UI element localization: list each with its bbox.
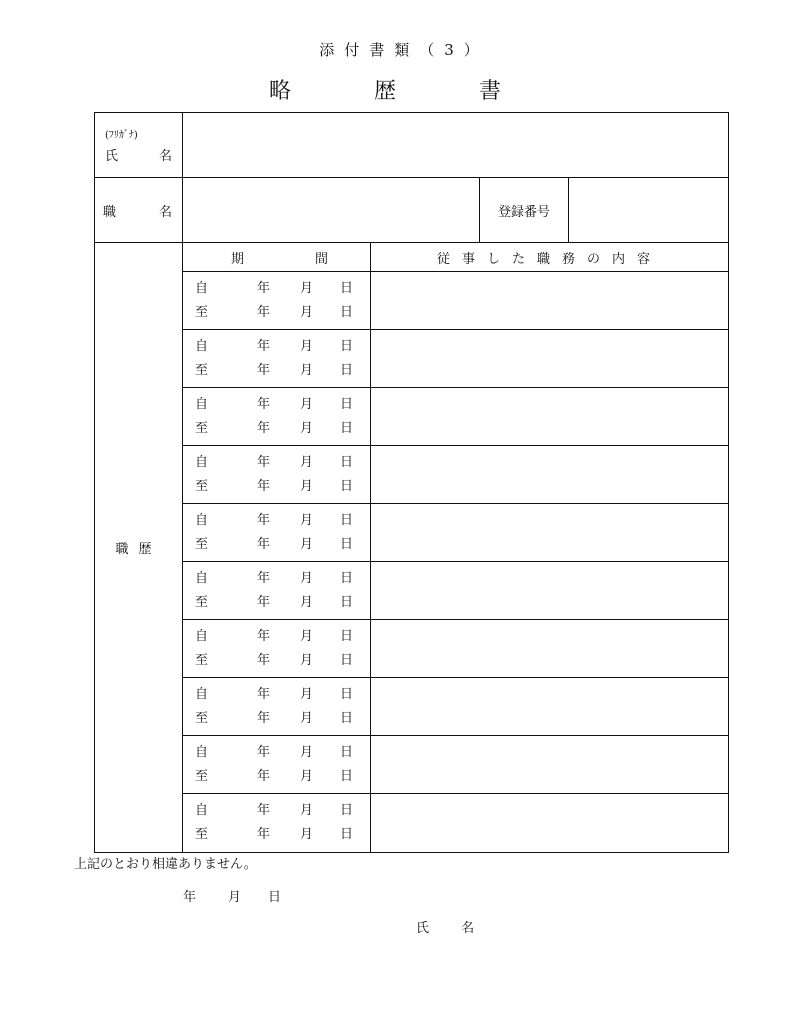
year-label: 年	[257, 768, 271, 784]
month-label: 月	[300, 827, 314, 842]
year-label: 年	[257, 512, 271, 528]
career-entry-row	[95, 446, 729, 504]
duty-content-field[interactable]	[371, 620, 729, 678]
day-label: 日	[340, 536, 354, 552]
from-label: 自	[195, 338, 209, 354]
to-label: 至	[195, 594, 209, 610]
year-label: 年	[257, 827, 271, 842]
from-label: 自	[195, 454, 209, 470]
signature-label: 氏 名	[416, 921, 489, 936]
duty-content-field[interactable]	[371, 330, 729, 388]
to-label: 至	[195, 362, 209, 378]
period-cell[interactable]	[183, 562, 371, 620]
month-label: 月	[300, 512, 314, 528]
position-label-cell	[95, 178, 183, 243]
year-label: 年	[257, 478, 271, 494]
period-cell[interactable]	[183, 794, 371, 853]
period-cell[interactable]	[183, 678, 371, 736]
year-label: 年	[257, 454, 271, 470]
year-label: 年	[257, 628, 271, 644]
period-cell[interactable]	[183, 736, 371, 794]
day-label: 日	[340, 628, 354, 644]
month-label: 月	[300, 454, 314, 470]
to-label: 至	[195, 420, 209, 436]
month-label: 月	[300, 768, 314, 784]
to-label: 至	[195, 478, 209, 494]
duty-content-field[interactable]	[371, 794, 729, 853]
month-label: 月	[300, 338, 314, 354]
day-label: 日	[340, 454, 354, 470]
date-day-label: 日	[268, 890, 282, 905]
day-label: 日	[340, 280, 354, 296]
duty-content-header: 従事した職務の内容	[371, 243, 729, 272]
month-label: 月	[300, 628, 314, 644]
year-label: 年	[257, 710, 271, 726]
document-title: 略 歴 書	[269, 79, 539, 104]
to-label: 至	[195, 710, 209, 726]
name-row	[95, 113, 729, 178]
period-cell[interactable]	[183, 272, 371, 330]
career-entry-row	[95, 562, 729, 620]
day-label: 日	[340, 594, 354, 610]
position-row	[95, 178, 729, 243]
month-label: 月	[300, 710, 314, 726]
year-label: 年	[257, 594, 271, 610]
from-label: 自	[195, 512, 209, 528]
declaration-text: 上記のとおり相違ありません。	[74, 857, 257, 872]
career-label: 職歴	[95, 243, 183, 853]
position-label-char-1: 職	[103, 204, 117, 220]
month-label: 月	[300, 594, 314, 610]
resume-form-table	[94, 112, 729, 853]
name-label-cell	[95, 113, 183, 178]
month-label: 月	[300, 570, 314, 586]
from-label: 自	[195, 396, 209, 412]
month-label: 月	[300, 304, 314, 320]
document-subtitle: 添付書類（3）	[319, 41, 489, 59]
to-label: 至	[195, 536, 209, 552]
month-label: 月	[300, 652, 314, 668]
day-label: 日	[340, 570, 354, 586]
month-label: 月	[300, 744, 314, 760]
year-label: 年	[257, 686, 271, 702]
year-label: 年	[257, 280, 271, 296]
date-line	[183, 886, 281, 905]
day-label: 日	[340, 827, 354, 842]
to-label: 至	[195, 304, 209, 320]
career-entry-row	[95, 330, 729, 388]
from-label: 自	[195, 803, 209, 818]
period-cell[interactable]	[183, 620, 371, 678]
date-month-label: 月	[228, 890, 242, 905]
career-entry-row	[95, 388, 729, 446]
career-entry-row	[95, 678, 729, 736]
career-entry-row	[95, 620, 729, 678]
day-label: 日	[340, 686, 354, 702]
month-label: 月	[300, 362, 314, 378]
to-label: 至	[195, 768, 209, 784]
day-label: 日	[340, 338, 354, 354]
year-label: 年	[257, 338, 271, 354]
day-label: 日	[340, 768, 354, 784]
day-label: 日	[340, 304, 354, 320]
career-entry-row	[95, 272, 729, 330]
year-label: 年	[257, 652, 271, 668]
duty-content-field[interactable]	[371, 504, 729, 562]
career-entry-row	[95, 504, 729, 562]
month-label: 月	[300, 536, 314, 552]
month-label: 月	[300, 396, 314, 412]
to-label: 至	[195, 827, 209, 842]
duty-content-field[interactable]	[371, 736, 729, 794]
duty-content-field[interactable]	[371, 678, 729, 736]
from-label: 自	[195, 570, 209, 586]
duty-content-field[interactable]	[371, 272, 729, 330]
month-label: 月	[300, 686, 314, 702]
period-header-char-2: 間	[314, 251, 328, 267]
day-label: 日	[340, 362, 354, 378]
day-label: 日	[340, 652, 354, 668]
name-label-char-1: 氏	[105, 149, 119, 164]
date-year-label: 年	[183, 890, 197, 905]
from-label: 自	[195, 628, 209, 644]
duty-content-field[interactable]	[371, 388, 729, 446]
period-header-char-1: 期	[231, 251, 245, 267]
period-cell[interactable]	[183, 330, 371, 388]
from-label: 自	[195, 280, 209, 296]
period-cell[interactable]	[183, 504, 371, 562]
year-label: 年	[257, 536, 271, 552]
year-label: 年	[257, 304, 271, 320]
name-label-char-2: 名	[158, 149, 172, 164]
day-label: 日	[340, 803, 354, 818]
from-label: 自	[195, 744, 209, 760]
position-field[interactable]	[183, 178, 480, 243]
from-label: 自	[195, 686, 209, 702]
month-label: 月	[300, 803, 314, 818]
to-label: 至	[195, 652, 209, 668]
day-label: 日	[340, 744, 354, 760]
period-header	[183, 243, 371, 272]
career-entry-row	[95, 736, 729, 794]
year-label: 年	[257, 396, 271, 412]
name-field[interactable]	[183, 113, 729, 178]
year-label: 年	[257, 362, 271, 378]
month-label: 月	[300, 478, 314, 494]
day-label: 日	[340, 420, 354, 436]
month-label: 月	[300, 280, 314, 296]
career-entry-row	[95, 794, 729, 853]
day-label: 日	[340, 396, 354, 412]
year-label: 年	[257, 803, 271, 818]
day-label: 日	[340, 512, 354, 528]
day-label: 日	[340, 710, 354, 726]
furigana-label: (ﾌﾘｶﾞﾅ)	[105, 130, 138, 141]
duty-content-field[interactable]	[371, 562, 729, 620]
year-label: 年	[257, 744, 271, 760]
year-label: 年	[257, 420, 271, 436]
year-label: 年	[257, 570, 271, 586]
career-header-row	[95, 243, 729, 272]
period-cell[interactable]	[183, 388, 371, 446]
registration-number-field[interactable]	[569, 178, 729, 243]
position-label-char-2: 名	[158, 204, 172, 220]
duty-content-field[interactable]	[371, 446, 729, 504]
month-label: 月	[300, 420, 314, 436]
registration-label: 登録番号	[480, 178, 569, 243]
period-cell[interactable]	[183, 446, 371, 504]
day-label: 日	[340, 478, 354, 494]
